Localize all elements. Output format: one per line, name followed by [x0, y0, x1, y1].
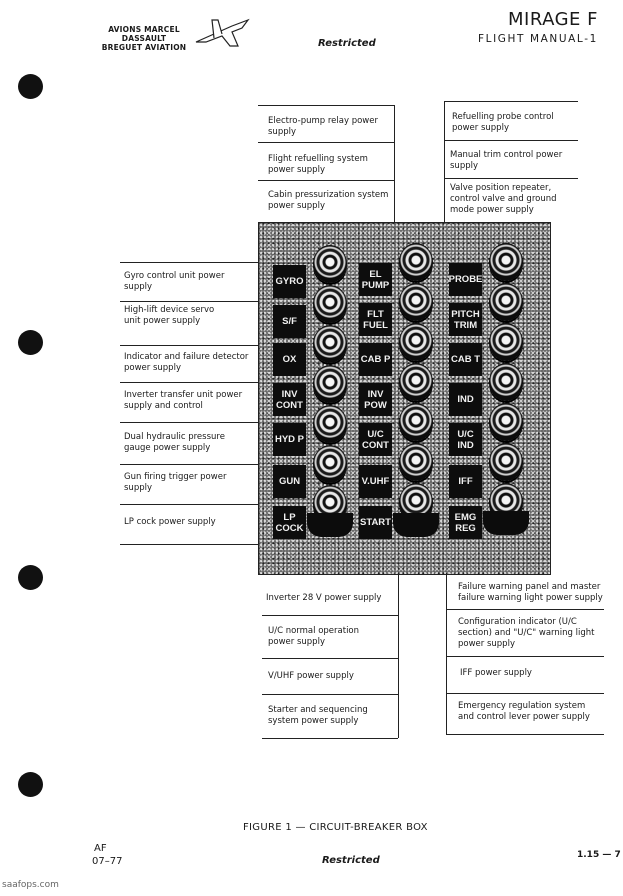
breaker-label-cab-p: CAB P: [359, 343, 392, 376]
knob-column-base: [483, 511, 529, 535]
divider: [444, 101, 578, 102]
breaker-label-hyd-p: HYD P: [273, 423, 306, 456]
breaker-label-emg-reg: EMG REG: [449, 506, 482, 539]
circuit-breaker-knob[interactable]: [489, 323, 523, 361]
breaker-label-start: START: [359, 506, 392, 539]
divider: [120, 544, 258, 545]
divider: [120, 262, 258, 263]
label-refuelling-probe: Refuelling probe control power supply: [452, 112, 554, 133]
label-emergency-regulation: Emergency regulation system and control lever power supply: [458, 701, 590, 722]
circuit-breaker-knob[interactable]: [489, 243, 523, 281]
divider: [120, 464, 258, 465]
circuit-breaker-knob[interactable]: [489, 363, 523, 401]
breaker-label-uc-cont: U/C CONT: [359, 423, 392, 456]
divider: [120, 345, 258, 346]
breaker-label-inv-cont: INV CONT: [273, 383, 306, 416]
binder-hole: [18, 74, 43, 99]
circuit-breaker-knob[interactable]: [489, 403, 523, 441]
circuit-breaker-knob[interactable]: [399, 283, 433, 321]
leader-line: [398, 573, 399, 738]
breaker-label-vuhf: V.UHF: [359, 465, 392, 498]
leader-line: [394, 105, 395, 222]
breaker-label-uc-ind: U/C IND: [449, 423, 482, 456]
label-valve-position: Valve position repeater, control valve and ground mode power supply: [450, 183, 557, 215]
footer-date: 07–77: [92, 856, 123, 867]
divider: [446, 734, 604, 735]
breaker-label-iff: IFF: [449, 465, 482, 498]
divider: [258, 142, 394, 143]
divider: [444, 178, 578, 179]
label-flight-refuelling: Flight refuelling system power supply: [268, 154, 368, 175]
breaker-label-ox: OX: [273, 343, 306, 376]
divider: [120, 382, 258, 383]
label-lp-cock: LP cock power supply: [124, 517, 216, 527]
circuit-breaker-knob[interactable]: [313, 245, 347, 283]
aircraft-logo-icon: [192, 12, 252, 52]
breaker-label-pitch-trim: PITCH TRIM: [449, 303, 482, 336]
breaker-label-inv-pow: INV POW: [359, 383, 392, 416]
label-uc-normal: U/C normal operation power supply: [268, 626, 360, 647]
company-line-2: BREGUET AVIATION: [101, 43, 187, 52]
divider: [446, 693, 604, 694]
company-name: [86, 25, 202, 52]
circuit-breaker-knob[interactable]: [489, 283, 523, 321]
circuit-breaker-knob[interactable]: [313, 365, 347, 403]
divider: [262, 658, 398, 659]
divider: [258, 180, 394, 181]
divider: [262, 615, 398, 616]
label-hydraulic: Dual hydraulic pressure gauge power supply: [124, 432, 225, 453]
restricted-header: Restricted: [318, 38, 376, 49]
breaker-label-ind: IND: [449, 383, 482, 416]
breaker-label-el-pump: EL PUMP: [359, 263, 392, 296]
divider: [262, 738, 398, 739]
circuit-breaker-knob[interactable]: [399, 323, 433, 361]
divider: [120, 504, 258, 505]
page-number: 1.15 — 7: [577, 850, 621, 860]
figure-caption: FIGURE 1 — CIRCUIT-BREAKER BOX: [243, 822, 428, 833]
watermark: saafops.com: [2, 880, 59, 890]
knob-column-base: [393, 513, 439, 537]
circuit-breaker-knob[interactable]: [489, 443, 523, 481]
leader-line: [444, 101, 445, 222]
breaker-label-cab-t: CAB T: [449, 343, 482, 376]
label-manual-trim: Manual trim control power supply: [450, 150, 563, 171]
circuit-breaker-knob[interactable]: [399, 243, 433, 281]
divider: [446, 609, 604, 610]
label-cabin-pressurization: Cabin pressurization system power supply: [268, 190, 389, 211]
leader-line: [446, 573, 447, 735]
divider: [262, 694, 398, 695]
label-failure-warning: Failure warning panel and master failure warning light power supply: [458, 582, 603, 603]
label-configuration-indicator: Configuration indicator (U/C section) and "U/C" warning light power supply: [458, 617, 595, 649]
binder-hole: [18, 330, 43, 355]
label-starter: Starter and sequencing system power supply: [268, 705, 368, 726]
label-indicator-failure: Indicator and failure detector power supply: [124, 352, 249, 373]
divider: [444, 140, 578, 141]
divider: [120, 301, 258, 302]
circuit-breaker-knob[interactable]: [399, 443, 433, 481]
divider: [446, 656, 604, 657]
breaker-label-lp-cock: LP COCK: [273, 506, 306, 539]
divider: [120, 422, 258, 423]
breaker-label-gun: GUN: [273, 465, 306, 498]
binder-hole: [18, 772, 43, 797]
knob-column-base: [307, 513, 353, 537]
circuit-breaker-knob[interactable]: [313, 405, 347, 443]
divider: [258, 105, 394, 106]
label-gyro: Gyro control unit power supply: [124, 271, 225, 292]
circuit-breaker-knob[interactable]: [313, 325, 347, 363]
label-vuhf: V/UHF power supply: [268, 671, 354, 681]
breaker-label-probe: PROBE: [449, 263, 482, 296]
breaker-label-gyro: GYRO: [273, 265, 306, 298]
manual-title: FLIGHT MANUAL-1: [478, 33, 598, 45]
circuit-breaker-panel: [258, 222, 551, 575]
circuit-breaker-knob[interactable]: [313, 445, 347, 483]
breaker-label-flt-fuel: FLT FUEL: [359, 303, 392, 336]
label-inverter-transfer: Inverter transfer unit power supply and control: [124, 390, 243, 411]
footer-af: AF: [94, 843, 107, 854]
circuit-breaker-knob[interactable]: [399, 363, 433, 401]
label-high-lift: High-lift device servo unit power supply: [124, 305, 215, 326]
restricted-footer: Restricted: [322, 855, 380, 866]
label-iff: IFF power supply: [460, 668, 532, 678]
binder-hole: [18, 565, 43, 590]
label-gun-trigger: Gun firing trigger power supply: [124, 472, 227, 493]
aircraft-title: MIRAGE F: [508, 9, 599, 30]
circuit-breaker-knob[interactable]: [399, 403, 433, 441]
label-inverter-28v: Inverter 28 V power supply: [266, 593, 382, 603]
breaker-label-sf: S/F: [273, 305, 306, 338]
label-electro-pump: Electro-pump relay power supply: [268, 116, 378, 137]
company-line-1: AVIONS MARCEL DASSAULT: [108, 25, 180, 43]
circuit-breaker-knob[interactable]: [313, 285, 347, 323]
